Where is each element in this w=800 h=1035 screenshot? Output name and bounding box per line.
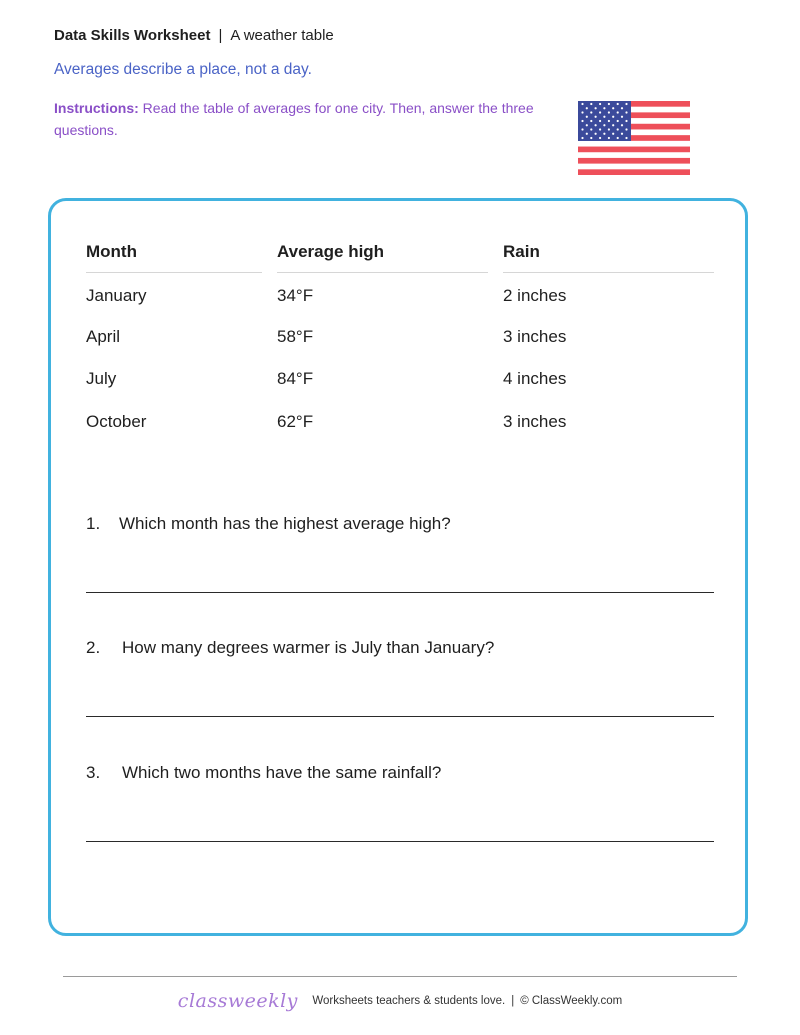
question-2 xyxy=(86,638,494,658)
title-separator: | xyxy=(218,27,223,44)
table-cell-rain: 2 inches xyxy=(503,286,567,305)
question-3 xyxy=(86,763,441,783)
instructions xyxy=(54,97,554,141)
footer-separator: | xyxy=(511,995,515,1007)
answer-line-3[interactable] xyxy=(86,841,714,842)
table-cell-rain: 4 inches xyxy=(503,369,567,388)
worksheet-name: Data Skills Worksheet xyxy=(54,27,211,44)
table-cell-month: April xyxy=(86,327,121,346)
brand-logo: classweekly xyxy=(177,990,298,1012)
us-flag-icon xyxy=(578,101,690,175)
question-number: 2. xyxy=(86,638,101,657)
table-cell-month: July xyxy=(86,369,117,388)
header-divider xyxy=(503,272,714,273)
worksheet-topic: A weather table xyxy=(230,27,334,44)
table-cell-month: January xyxy=(86,286,147,305)
answer-line-1[interactable] xyxy=(86,592,714,593)
header-divider xyxy=(86,272,262,273)
question-text: How many degrees warmer is July than January? xyxy=(122,638,495,657)
question-number: 3. xyxy=(86,763,101,782)
question-text: Which two months have the same rainfall? xyxy=(122,763,442,782)
question-text: Which month has the highest average high? xyxy=(119,514,451,533)
worksheet-title xyxy=(54,27,334,45)
footer xyxy=(0,990,800,1012)
subtitle: Averages describe a place, not a day. xyxy=(54,61,312,78)
answer-line-2[interactable] xyxy=(86,716,714,717)
table-cell-month: October xyxy=(86,412,147,431)
table-cell-average-high: 58°F xyxy=(277,327,314,346)
table-cell-rain: 3 inches xyxy=(503,412,567,431)
table-cell-rain: 3 inches xyxy=(503,327,567,346)
footer-divider xyxy=(63,976,737,977)
worksheet-panel xyxy=(48,198,748,936)
table-cell-average-high: 62°F xyxy=(277,412,314,431)
table-cell-average-high: 34°F xyxy=(277,286,314,305)
instructions-text: Read the table of averages for one city. Then, answer the three questions. xyxy=(54,100,534,138)
column-header-rain: Rain xyxy=(503,242,540,261)
column-header-average-high: Average high xyxy=(277,242,385,261)
question-number: 1. xyxy=(86,514,101,533)
question-1 xyxy=(86,514,451,534)
footer-tagline: Worksheets teachers & students love. xyxy=(312,995,506,1007)
column-header-month: Month xyxy=(86,242,137,261)
instructions-label: Instructions: xyxy=(54,100,139,116)
footer-copyright: © ClassWeekly.com xyxy=(520,995,623,1007)
header-divider xyxy=(277,272,488,273)
table-cell-average-high: 84°F xyxy=(277,369,314,388)
